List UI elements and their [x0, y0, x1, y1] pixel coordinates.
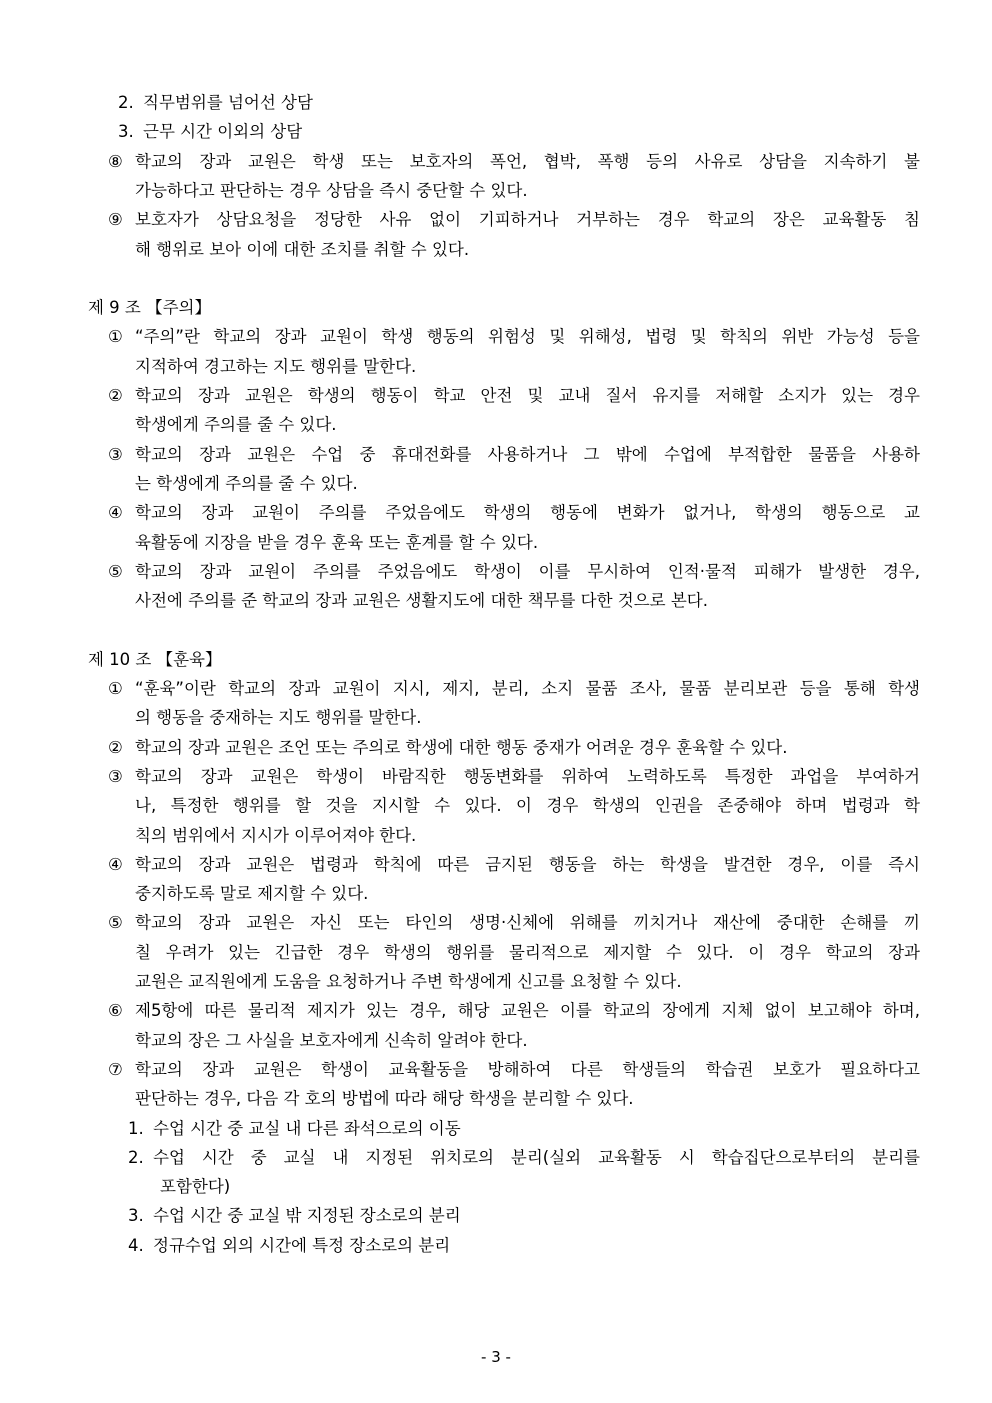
text-line: 근무 시간 이외의 상담	[143, 122, 303, 142]
item-marker: ⑧	[108, 151, 123, 171]
text-line: 보호자가 상담요청을 정당한 사유 없이 기피하거나 거부하는 경우 학교의 장은 교육활동 침	[135, 210, 920, 230]
item-marker: ①	[108, 327, 123, 347]
text-line: 칙의 범위에서 지시가 이루어져야 한다.	[135, 825, 417, 845]
item-marker: ⑥	[108, 1001, 123, 1021]
text-line: 수업 시간 중 교실 내 다른 좌석으로의 이동	[153, 1118, 461, 1138]
item-marker: 2.	[128, 1147, 144, 1167]
text-line: 사전에 주의를 준 학교의 장과 교원은 생활지도에 대한 책무를 다한 것으로 본다.	[135, 591, 708, 611]
text-line: 정규수업 외의 시간에 특정 장소로의 분리	[153, 1235, 451, 1255]
text-line: 가능하다고 판단하는 경우 상담을 즉시 중단할 수 있다.	[135, 180, 528, 200]
text-line: 의 행동을 중재하는 지도 행위를 말한다.	[135, 708, 422, 728]
item-marker: ②	[108, 737, 123, 757]
text-line: 는 학생에게 주의를 줄 수 있다.	[135, 473, 358, 493]
text-line: 판단하는 경우, 다음 각 호의 방법에 따라 해당 학생을 분리할 수 있다.	[135, 1089, 634, 1109]
text-line: 학교의 장과 교원은 자신 또는 타인의 생명·신체에 위해를 끼치거나 재산에 중대한 손해를 끼	[135, 913, 920, 933]
text-line: 학교의 장과 교원이 주의를 주었음에도 학생이 이를 무시하여 인적·물적 피해가 발생한 경우,	[135, 561, 920, 581]
item-marker: ③	[108, 444, 123, 464]
item-marker: ⑤	[108, 561, 123, 581]
item-marker: ⑤	[108, 913, 123, 933]
text-line: 학교의 장은 그 사실을 보호자에게 신속히 알려야 한다.	[135, 1030, 528, 1050]
text-line: “주의”란 학교의 장과 교원이 학생 행동의 위험성 및 위해성, 법령 및 학칙의 위반 가능성 등을	[135, 327, 920, 347]
text-line: 칠 우려가 있는 긴급한 경우 학생의 행위를 물리적으로 제지할 수 있다. 이 경우 학교의 장과	[135, 942, 920, 962]
item-marker: 3.	[118, 122, 134, 142]
item-marker: 1.	[128, 1118, 144, 1138]
item-marker: 4.	[128, 1235, 144, 1255]
item-marker: 3.	[128, 1206, 144, 1226]
page-number: - 3 -	[481, 1348, 511, 1366]
item-marker: ④	[108, 854, 123, 874]
text-line: 포함한다)	[160, 1177, 231, 1197]
item-marker: ②	[108, 386, 123, 405]
text-line: 해 행위로 보아 이에 대한 조치를 취할 수 있다.	[135, 239, 470, 259]
text-line: 직무범위를 넘어선 상담	[143, 93, 313, 112]
text-line: 학교의 장과 교원은 학생이 바람직한 행동변화를 위하여 노력하도록 특정한 과업을 부여하거	[135, 766, 920, 786]
item-marker: ⑨	[108, 210, 123, 230]
text-line: 학생에게 주의를 줄 수 있다.	[135, 415, 337, 435]
item-marker: 2.	[118, 93, 134, 112]
text-line: 수업 시간 중 교실 내 지정된 위치로의 분리(실외 교육활동 시 학습집단으로부터의 분리를	[153, 1147, 920, 1167]
text-line: 학교의 장과 교원은 학생 또는 보호자의 폭언, 협박, 폭행 등의 사유로 상담을 지속하기 불	[135, 151, 920, 171]
article-heading: 제 9 조 【주의】	[88, 298, 211, 318]
text-line: 학교의 장과 교원은 법령과 학칙에 따른 금지된 행동을 하는 학생을 발견한 경우, 이를 즉시	[135, 854, 920, 874]
article-heading: 제 10 조 【훈육】	[88, 649, 222, 669]
text-line: 학교의 장과 교원은 수업 중 휴대전화를 사용하거나 그 밖에 수업에 부적합한 물품을 사용하	[135, 444, 920, 464]
text-line: 중지하도록 말로 제지할 수 있다.	[135, 884, 369, 904]
text-line: 학교의 장과 교원은 조언 또는 주의로 학생에 대한 행동 중재가 어려운 경우 훈육할 수 있다.	[135, 737, 788, 757]
item-marker: ④	[108, 503, 123, 523]
item-marker: ⑦	[108, 1059, 123, 1079]
text-line: “훈육”이란 학교의 장과 교원이 지시, 제지, 분리, 소지 물품 조사, 물품 분리보관 등을 통해 학생	[135, 679, 920, 698]
item-marker: ③	[108, 766, 123, 786]
item-marker: ①	[108, 679, 123, 698]
text-line: 학교의 장과 교원은 학생이 교육활동을 방해하여 다른 학생들의 학습권 보호가 필요하다고	[135, 1059, 920, 1079]
text-line: 나, 특정한 행위를 할 것을 지시할 수 있다. 이 경우 학생의 인권을 존중해야 하며 법령과 학	[135, 796, 920, 816]
text-line: 제5항에 따른 물리적 제지가 있는 경우, 해당 교원은 이를 학교의 장에게 지체 없이 보고해야 하며,	[135, 1001, 920, 1021]
text-line: 지적하여 경고하는 지도 행위를 말한다.	[135, 356, 417, 376]
text-line: 수업 시간 중 교실 밖 지정된 장소로의 분리	[153, 1206, 461, 1226]
text-line: 교원은 교직원에게 도움을 요청하거나 주변 학생에게 신고를 요청할 수 있다.	[135, 972, 682, 991]
text-line: 학교의 장과 교원은 학생의 행동이 학교 안전 및 교내 질서 유지를 저해할 소지가 있는 경우	[135, 386, 920, 405]
text-line: 학교의 장과 교원이 주의를 주었음에도 학생의 행동에 변화가 없거나, 학생의 행동으로 교	[135, 503, 920, 523]
text-line: 육활동에 지장을 받을 경우 훈육 또는 훈계를 할 수 있다.	[135, 532, 539, 552]
